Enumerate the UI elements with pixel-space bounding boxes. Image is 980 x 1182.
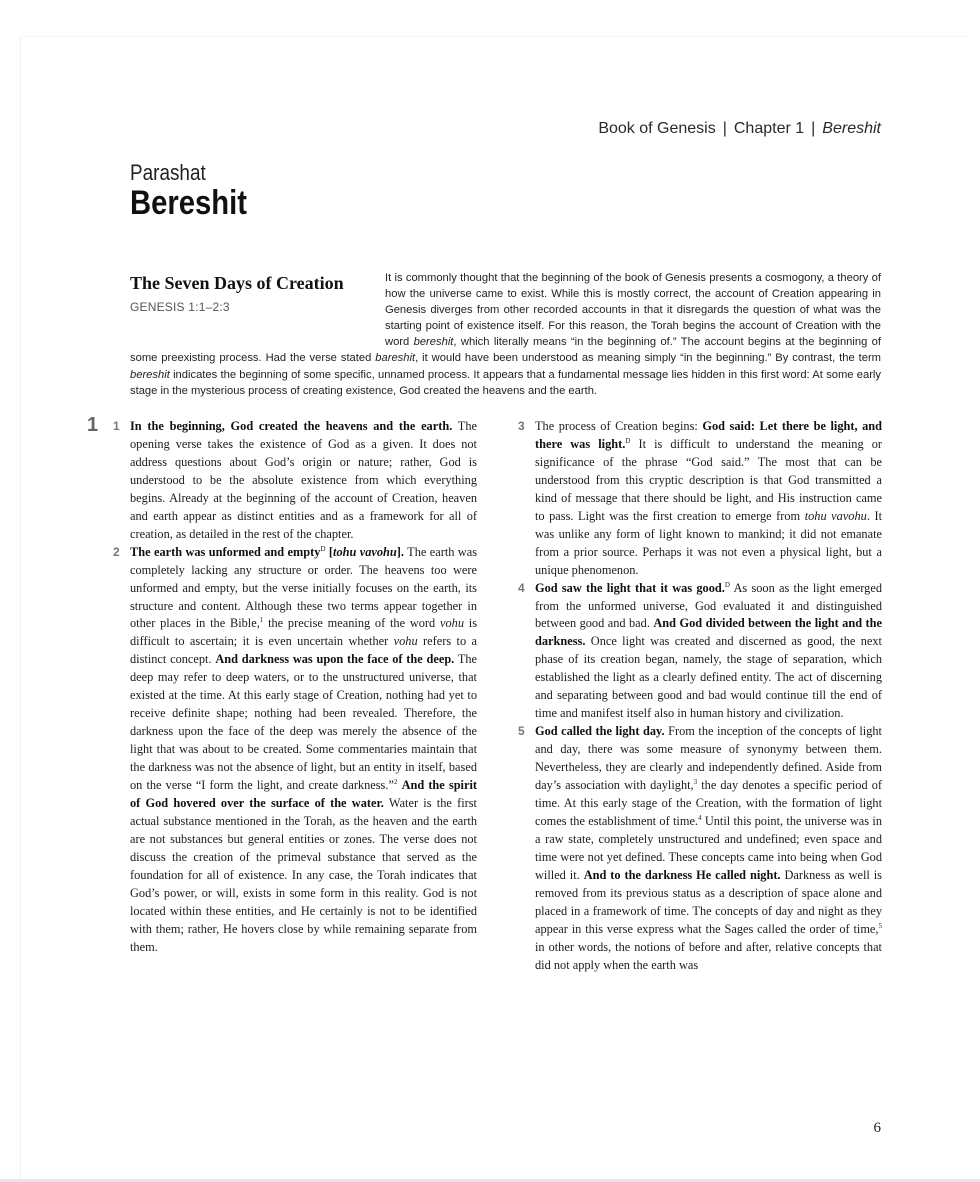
bracket: [ xyxy=(325,544,334,559)
verse-text: . It was unlike any form of light known to mankind; it did not emanate from a prior source. Perhaps it was not even a physical light, but a unique phenomenon. xyxy=(535,508,882,577)
verse-text: From the inception of the concepts of light and day, there was some measure of synonymy between them. Nevertheless, they are clearly and independently defined. Aside from day’s association with daylight, xyxy=(535,724,882,793)
footnote-marker[interactable]: 1 xyxy=(259,616,264,625)
verse-number: 3 xyxy=(518,419,525,433)
bracket: ]. xyxy=(396,544,404,559)
hebrew-term: tohu vavohu xyxy=(333,544,397,559)
verse-lead: God called the light day. xyxy=(535,724,665,739)
verse-lead: In the beginning, God created the heavens and the earth. xyxy=(130,419,453,433)
verse-5 xyxy=(518,723,882,974)
verse-text: in other words, the notions of before and after, relative concepts that did not apply when the earth was xyxy=(535,939,882,972)
footnote-marker[interactable]: D xyxy=(625,436,631,445)
page-number: 6 xyxy=(873,1120,881,1136)
verse-text: Darkness as well is removed from its previous status as a description of space alone and placed in a framework of time. The concepts of day and night as they appear in this verse express what the Sages called the order of time, xyxy=(535,867,882,936)
verse-text: The process of Creation begins: xyxy=(535,419,703,433)
footnote-marker[interactable]: 3 xyxy=(693,777,698,786)
footnote-marker[interactable]: 5 xyxy=(878,921,882,930)
hebrew-term: vohu xyxy=(440,616,464,631)
footnote-marker[interactable]: 4 xyxy=(698,813,702,822)
verse-text: the precise meaning of the word xyxy=(263,616,440,631)
intro-text: indicates the beginning of some specific, unnamed process. It appears that a fundamental message lies hidden in this first word: At some early stage in the mysterious process of creating existence, God created the heavens and the earth. xyxy=(130,368,881,397)
verse-number: 1 xyxy=(113,419,120,433)
header-book: Book of Genesis xyxy=(598,120,716,137)
verse-lead: The earth was unformed and empty xyxy=(130,544,321,559)
verse-text: the day denotes a specific period of time. At this early stage of the Creation, with the formation of light comes the establishment of time. xyxy=(535,778,882,828)
intro-term: bareshit xyxy=(375,352,416,365)
intro-text: , which literally means “in the beginning of.” The account begins at the beginning of some preexisting process. Had the verse stated xyxy=(130,336,882,365)
intro-term: bereshit xyxy=(130,368,170,381)
intro-title-spacer xyxy=(130,270,385,350)
header-separator: | xyxy=(811,120,816,137)
verse-text: Until this point, the universe was in a raw state, completely unstructured and undefined; even space and time were not yet defined. These concepts came into being when God willed it. xyxy=(535,813,882,882)
commentary-column-right xyxy=(518,418,883,975)
verse-2 xyxy=(113,544,478,957)
verse-text: It is difficult to understand the meaning or significance of the phrase “God said.” The most that can be understood from this cryptic description is that God transmitted a kind of message that there should be light, and His instruction came to pass. Light was the first creation to emerge from xyxy=(535,436,882,523)
parashat-title: Bereshit xyxy=(130,184,248,222)
chapter-number: 1 xyxy=(87,414,99,436)
verse-number: 2 xyxy=(113,544,120,559)
intro-term: bereshit xyxy=(413,336,454,349)
verse-text: The earth was completely lacking any structure or order. The heavens too were unformed and empty, but the verse initially focuses on the earth, its structure and content. Although these two terms appear together in other places in the Bible, xyxy=(130,544,478,631)
section-reference: GENESIS 1:1–2:3 xyxy=(130,300,230,314)
verse-text: The opening verse takes the existence of God as a given. It does not address questions about God’s origin or nature; rather, God is understood to be the absolute existence from which everything begins. Already at the beginning of the account of Creation, heaven and earth appear as distinct entities and as a framework for all of creation, as detailed in the rest of the chapter. xyxy=(130,419,477,541)
verse-quote: God said: Let there be light, and there was light. xyxy=(535,419,882,451)
hebrew-term: tohu vavohu xyxy=(804,508,867,523)
running-header xyxy=(598,120,881,138)
verse-1 xyxy=(113,418,477,544)
verse-quote: And darkness was upon the face of the deep. xyxy=(215,652,455,667)
verse-number: 5 xyxy=(518,724,525,739)
intro-text: It is commonly thought that the beginning of the book of Genesis presents a cosmogony, a theory of how the universe came to exist. While this is mostly correct, the account of Creation appearing in Genesis diverges from other recorded accounts in that it disregards the question of what was the starting point of existence itself. For this reason, the Torah begins the account of Creation with the word xyxy=(385,272,881,349)
verse-quote: And the spirit of God hovered over the surface of the water. xyxy=(130,778,478,811)
verse-text: Water is the first actual substance mentioned in the Torah, as the heaven and the earth are not substances but general entities or zones. The verse does not discuss the creation of the primeval substance that served as the foundation for all of existence. In any case, the Torah indicates that God’s power, or will, exists in some form in this reality. God is not located within these entities, and He certainly is not to be identified with them; rather, He hovers close by while remaining separate from them. xyxy=(130,796,477,954)
verse-text: As soon as the light emerged from the unformed universe, God evaluated it and distinguished between good and bad. xyxy=(535,580,883,631)
footnote-marker[interactable]: D xyxy=(724,580,730,589)
verse-4 xyxy=(518,580,883,724)
header-chapter: Chapter 1 xyxy=(733,120,805,137)
verse-3 xyxy=(518,418,882,580)
verse-lead: God saw the light that it was good. xyxy=(535,580,725,595)
parashat-label: Parashat xyxy=(130,160,206,185)
intro-text: , it would have been understood as meaning simply “in the beginning.” By contrast, the term xyxy=(415,352,881,365)
header-separator: | xyxy=(722,120,727,137)
verse-text: refers to a distinct concept. xyxy=(130,634,478,667)
verse-text: The deep may refer to deep waters, or to the unstructured universe, that existed at the time. At this early stage of Creation, nothing had yet to receive definite shape; nothing had been revealed. Therefore, the darkness upon the face of the deep was merely the absence of the light that was about to be created. Some commentaries maintain that the darkness was not the absence of light, but an entity in itself, based on the verse “I form the light, and create darkness.” xyxy=(130,652,478,793)
header-parasha: Bereshit xyxy=(822,120,881,137)
verse-number: 4 xyxy=(518,580,525,595)
verse-quote: And God divided between the light and the darkness. xyxy=(535,616,883,649)
footnote-marker[interactable]: 2 xyxy=(393,777,398,786)
hebrew-term: vohu xyxy=(393,634,418,649)
verse-text: Once light was created and discerned as good, the next phase of its creation began, namely, the stage of separation, which established the light as a clearly defined entity. The act of discerning and separating between good and bad would continue till the end of time and manifest itself also in human history and civilization. xyxy=(535,634,882,721)
commentary-column-left xyxy=(113,418,478,957)
verse-text: is difficult to ascertain; it is even uncertain whether xyxy=(130,616,478,649)
footnote-marker[interactable]: D xyxy=(320,544,326,553)
intro-paragraph xyxy=(130,270,881,399)
section-title: The Seven Days of Creation xyxy=(130,273,344,293)
verse-quote: And to the darkness He called night. xyxy=(583,867,781,882)
